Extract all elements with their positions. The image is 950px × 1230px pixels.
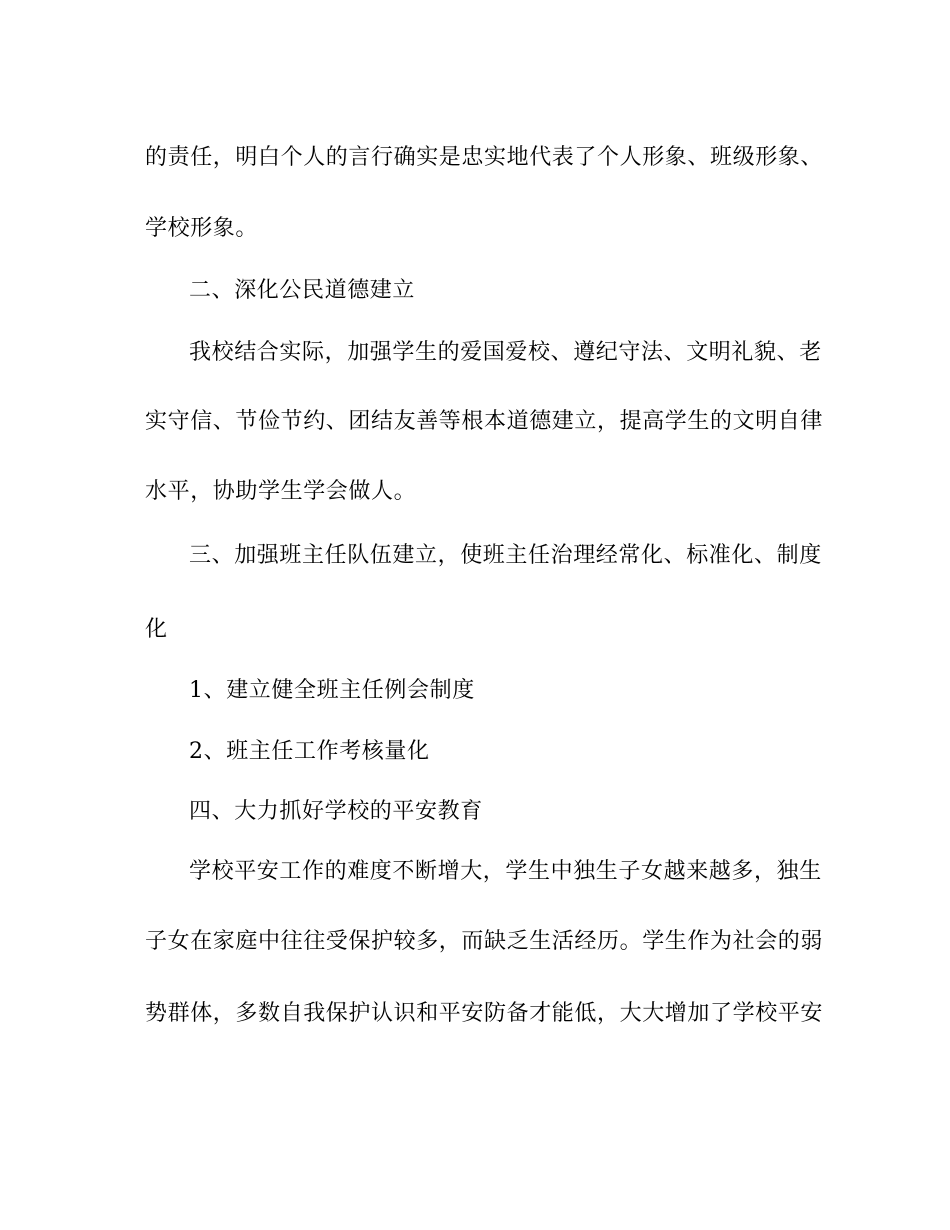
text-line: 势群体，多数自我保护认识和平安防备才能低，大大增加了学校平安 (145, 1001, 824, 1026)
list-item: 1、建立健全班主任例会制度 (189, 678, 475, 703)
section-heading: 二、深化公民道德建立 (189, 278, 416, 303)
paragraph-start: 学校平安工作的难度不断增大，学生中独生子女越来越多，独生 (189, 859, 822, 884)
section-heading: 三、加强班主任队伍建立，使班主任治理经常化、标准化、制度 (189, 543, 822, 568)
text-line: 水平，协助学生学会做人。 (145, 479, 417, 504)
text-line: 化 (145, 617, 168, 642)
paragraph-start: 我校结合实际，加强学生的爱国爱校、遵纪守法、文明礼貌、老 (189, 340, 822, 365)
text-line: 的责任，明白个人的言行确实是忠实地代表了个人形象、班级形象、 (145, 145, 824, 170)
text-line: 子女在家庭中往往受保护较多，而缺乏生活经历。学生作为社会的弱 (145, 929, 824, 954)
text-line: 实守信、节俭节约、团结友善等根本道德建立，提高学生的文明自律 (145, 409, 824, 434)
list-item: 2、班主任工作考核量化 (189, 739, 430, 764)
section-heading: 四、大力抓好学校的平安教育 (189, 799, 483, 824)
text-line: 学校形象。 (145, 216, 259, 241)
